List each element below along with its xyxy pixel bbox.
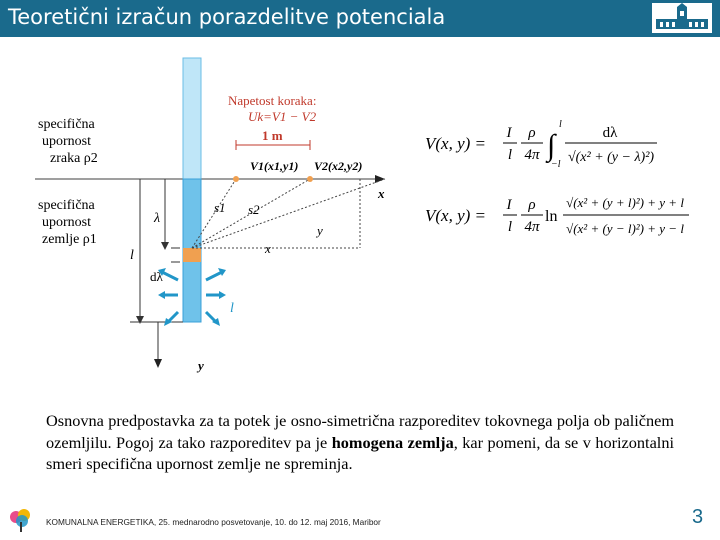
soil-label-2: upornost — [42, 215, 91, 230]
svg-text:ln: ln — [545, 208, 558, 225]
s1-label: s1 — [214, 200, 226, 215]
soil-label-1: specifična — [38, 198, 95, 213]
paragraph-part1: Osnovna predpostavka za ta potek je osno-simetrična razporeditev tokovnega polja ob paličnem ozemljilu. Pogoj za tako razporeditev pa je — [46, 411, 674, 452]
svg-text:√(x² + (y + l)²) + y + l: √(x² + (y + l)²) + y + l — [566, 195, 684, 210]
formula-integral — [425, 119, 657, 170]
air-label-1: specifična — [38, 117, 95, 132]
conference-logo-icon — [8, 508, 34, 537]
svg-text:−l: −l — [551, 159, 561, 170]
svg-text:∫: ∫ — [547, 129, 556, 162]
step-voltage-title: Napetost koraka: — [228, 93, 317, 108]
slide-header — [0, 0, 720, 37]
svg-text:ρ: ρ — [528, 125, 536, 141]
svg-text:l: l — [507, 147, 513, 163]
ground-rod-diagram — [30, 50, 410, 385]
v2-label: V2(x2,y2) — [314, 159, 363, 173]
svg-text:V(x, y) =: V(x, y) = — [425, 134, 487, 153]
soil-label-3: zemlje ρ1 — [42, 232, 97, 247]
svg-text:4π: 4π — [524, 219, 540, 235]
air-label-2: upornost — [42, 134, 91, 149]
svg-text:dλ: dλ — [602, 125, 618, 141]
formula-logarithm — [425, 195, 689, 236]
y-axis-label: y — [198, 358, 204, 373]
slide-title: Teoretični izračun porazdelitve potenciala — [8, 5, 446, 29]
svg-text:I: I — [506, 125, 512, 141]
l-left-label: l — [130, 248, 134, 263]
point-v2 — [307, 176, 313, 182]
svg-text:I: I — [506, 197, 512, 213]
x-axis-label: x — [378, 186, 385, 201]
svg-text:ρ: ρ — [528, 197, 536, 213]
paragraph-bold: homogena zemlja — [331, 432, 454, 452]
v1-label: V1(x1,y1) — [250, 159, 299, 173]
paragraph-part2: , kar pomeni, da se v horizontalni smeri specifična upornost zemlje ne spreminja. — [46, 432, 674, 473]
s2-label: s2 — [248, 202, 260, 217]
svg-text:l: l — [507, 219, 513, 235]
distance-label: 1 m — [262, 128, 283, 143]
svg-text:√(x² + (y − λ)²): √(x² + (y − λ)²) — [567, 150, 655, 165]
ground-rod-top — [183, 58, 201, 179]
l-right-label: l — [230, 301, 234, 316]
step-voltage-formula: Uk=V1 − V2 — [248, 109, 317, 124]
svg-text:l: l — [559, 119, 562, 130]
y-small-label: y — [317, 223, 323, 238]
svg-text:√(x² + (y − l)²) + y − l: √(x² + (y − l)²) + y − l — [566, 221, 684, 236]
x-small-label: x — [265, 241, 271, 256]
formulas — [425, 115, 695, 260]
rod-element — [183, 248, 201, 262]
point-v1 — [233, 176, 239, 182]
svg-text:V(x, y) =: V(x, y) = — [425, 206, 487, 225]
footer-text: KOMUNALNA ENERGETIKA, 25. mednarodno posvetovanje, 10. do 12. maj 2016, Maribor — [46, 517, 381, 527]
svg-text:4π: 4π — [524, 147, 540, 163]
d-lambda-label: dλ — [150, 269, 163, 284]
lambda-label: λ — [154, 211, 161, 226]
body-paragraph — [46, 410, 674, 475]
university-logo — [652, 3, 712, 38]
air-label-3: zraka ρ2 — [50, 151, 98, 166]
page-number: 3 — [692, 506, 704, 528]
